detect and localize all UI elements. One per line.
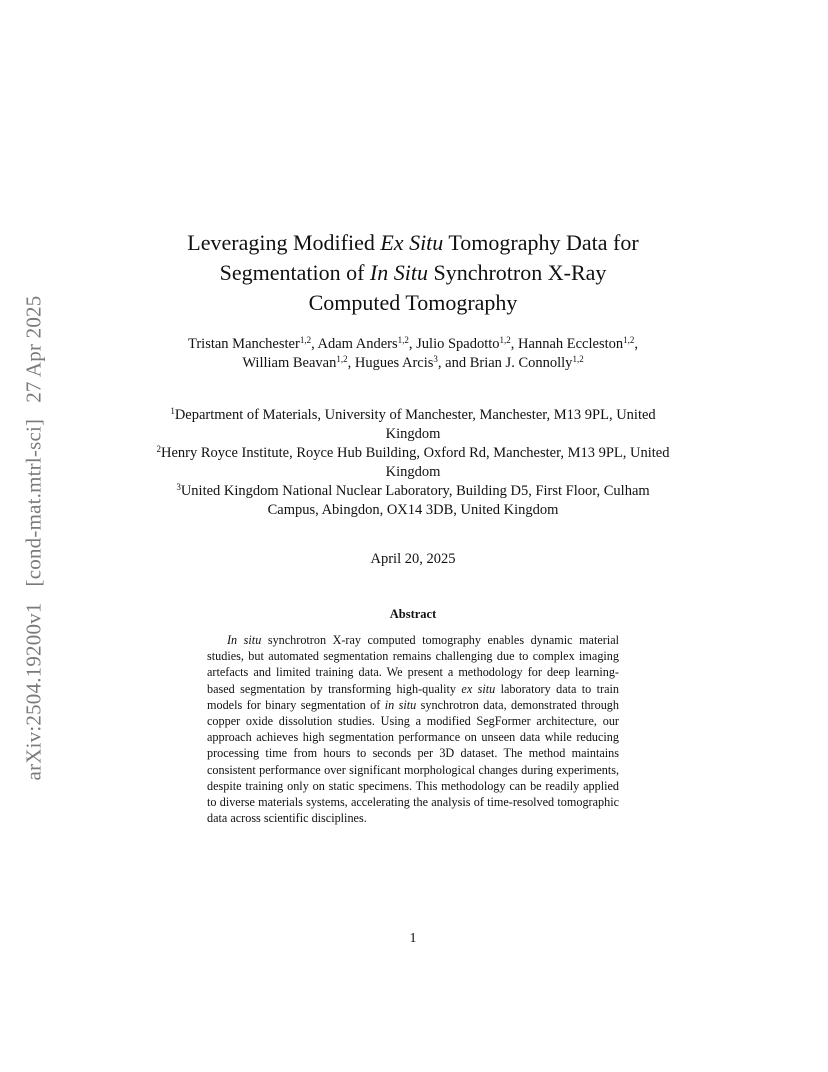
arxiv-id: arXiv:2504.19200v1 <box>21 602 46 781</box>
title-line-3: Computed Tomography <box>308 290 518 315</box>
paper-title <box>150 228 676 318</box>
affiliation: $^1$Department of Materials, University of Manchester, Manchester, M13 9PL, United Kingdom <box>170 406 656 442</box>
affiliation: $^2$Henry Royce Institute, Royce Hub Building, Oxford Rd, Manchester, M13 9PL, United Kingdom <box>156 444 670 480</box>
author-list <box>165 335 661 373</box>
arxiv-stamp-text <box>22 288 47 789</box>
abstract-heading: Abstract <box>389 607 437 621</box>
author: Tristan Manchester$^{1,2}$, <box>187 335 318 352</box>
author: Adam Anders$^{1,2}$, <box>317 335 417 352</box>
abstract-body: In situ synchrotron X-ray computed tomography enables dynamic material studies, but automated segmentation remains challenging due to complex imaging artefacts and limited training data. We present a methodology for deep learning-based segmentation by transforming high-quality ex situ laboratory data to train models for binary segmentation of in situ synchrotron data, demonstrated through copper oxide dissolution studies. Using a modified SegFormer architecture, our approach achieves high segmentation performance on unseen data while reducing processing time from hours to seconds per 3D dataset. The method maintains consistent performance over significant morphological changes during experiments, despite training only on static specimens. This methodology can be readily applied to diverse materials systems, accelerating the analysis of time-resolved tomographic data across scientific disciplines. <box>207 633 620 826</box>
page-number: 1 <box>409 931 417 946</box>
title-line-1: Leveraging Modified Ex Situ Tomography Data for <box>187 230 639 255</box>
author: William Beavan$^{1,2}$, <box>242 354 355 371</box>
paper-date: April 20, 2025 <box>370 551 456 567</box>
affiliation: $^3$United Kingdom National Nuclear Laboratory, Building D5, First Floor, Culham Campus, Abingdon, OX14 3DB, United Kingdom <box>176 482 650 518</box>
title-line-2: Segmentation of In Situ Synchrotron X-Ray <box>219 260 607 285</box>
author: Hannah Eccleston$^{1,2}$, <box>518 335 639 352</box>
arxiv-category: [cond-mat.mtrl-sci] <box>21 418 46 587</box>
author: Julio Spadotto$^{1,2}$, <box>416 335 519 352</box>
author: Brian J. Connolly$^{1,2}$ <box>469 354 584 371</box>
author: Hugues Arcis$^3$, and <box>354 354 470 371</box>
arxiv-sidebar-stamp <box>12 238 56 838</box>
affiliation-list <box>150 406 676 520</box>
arxiv-date: 27 Apr 2025 <box>21 295 46 403</box>
